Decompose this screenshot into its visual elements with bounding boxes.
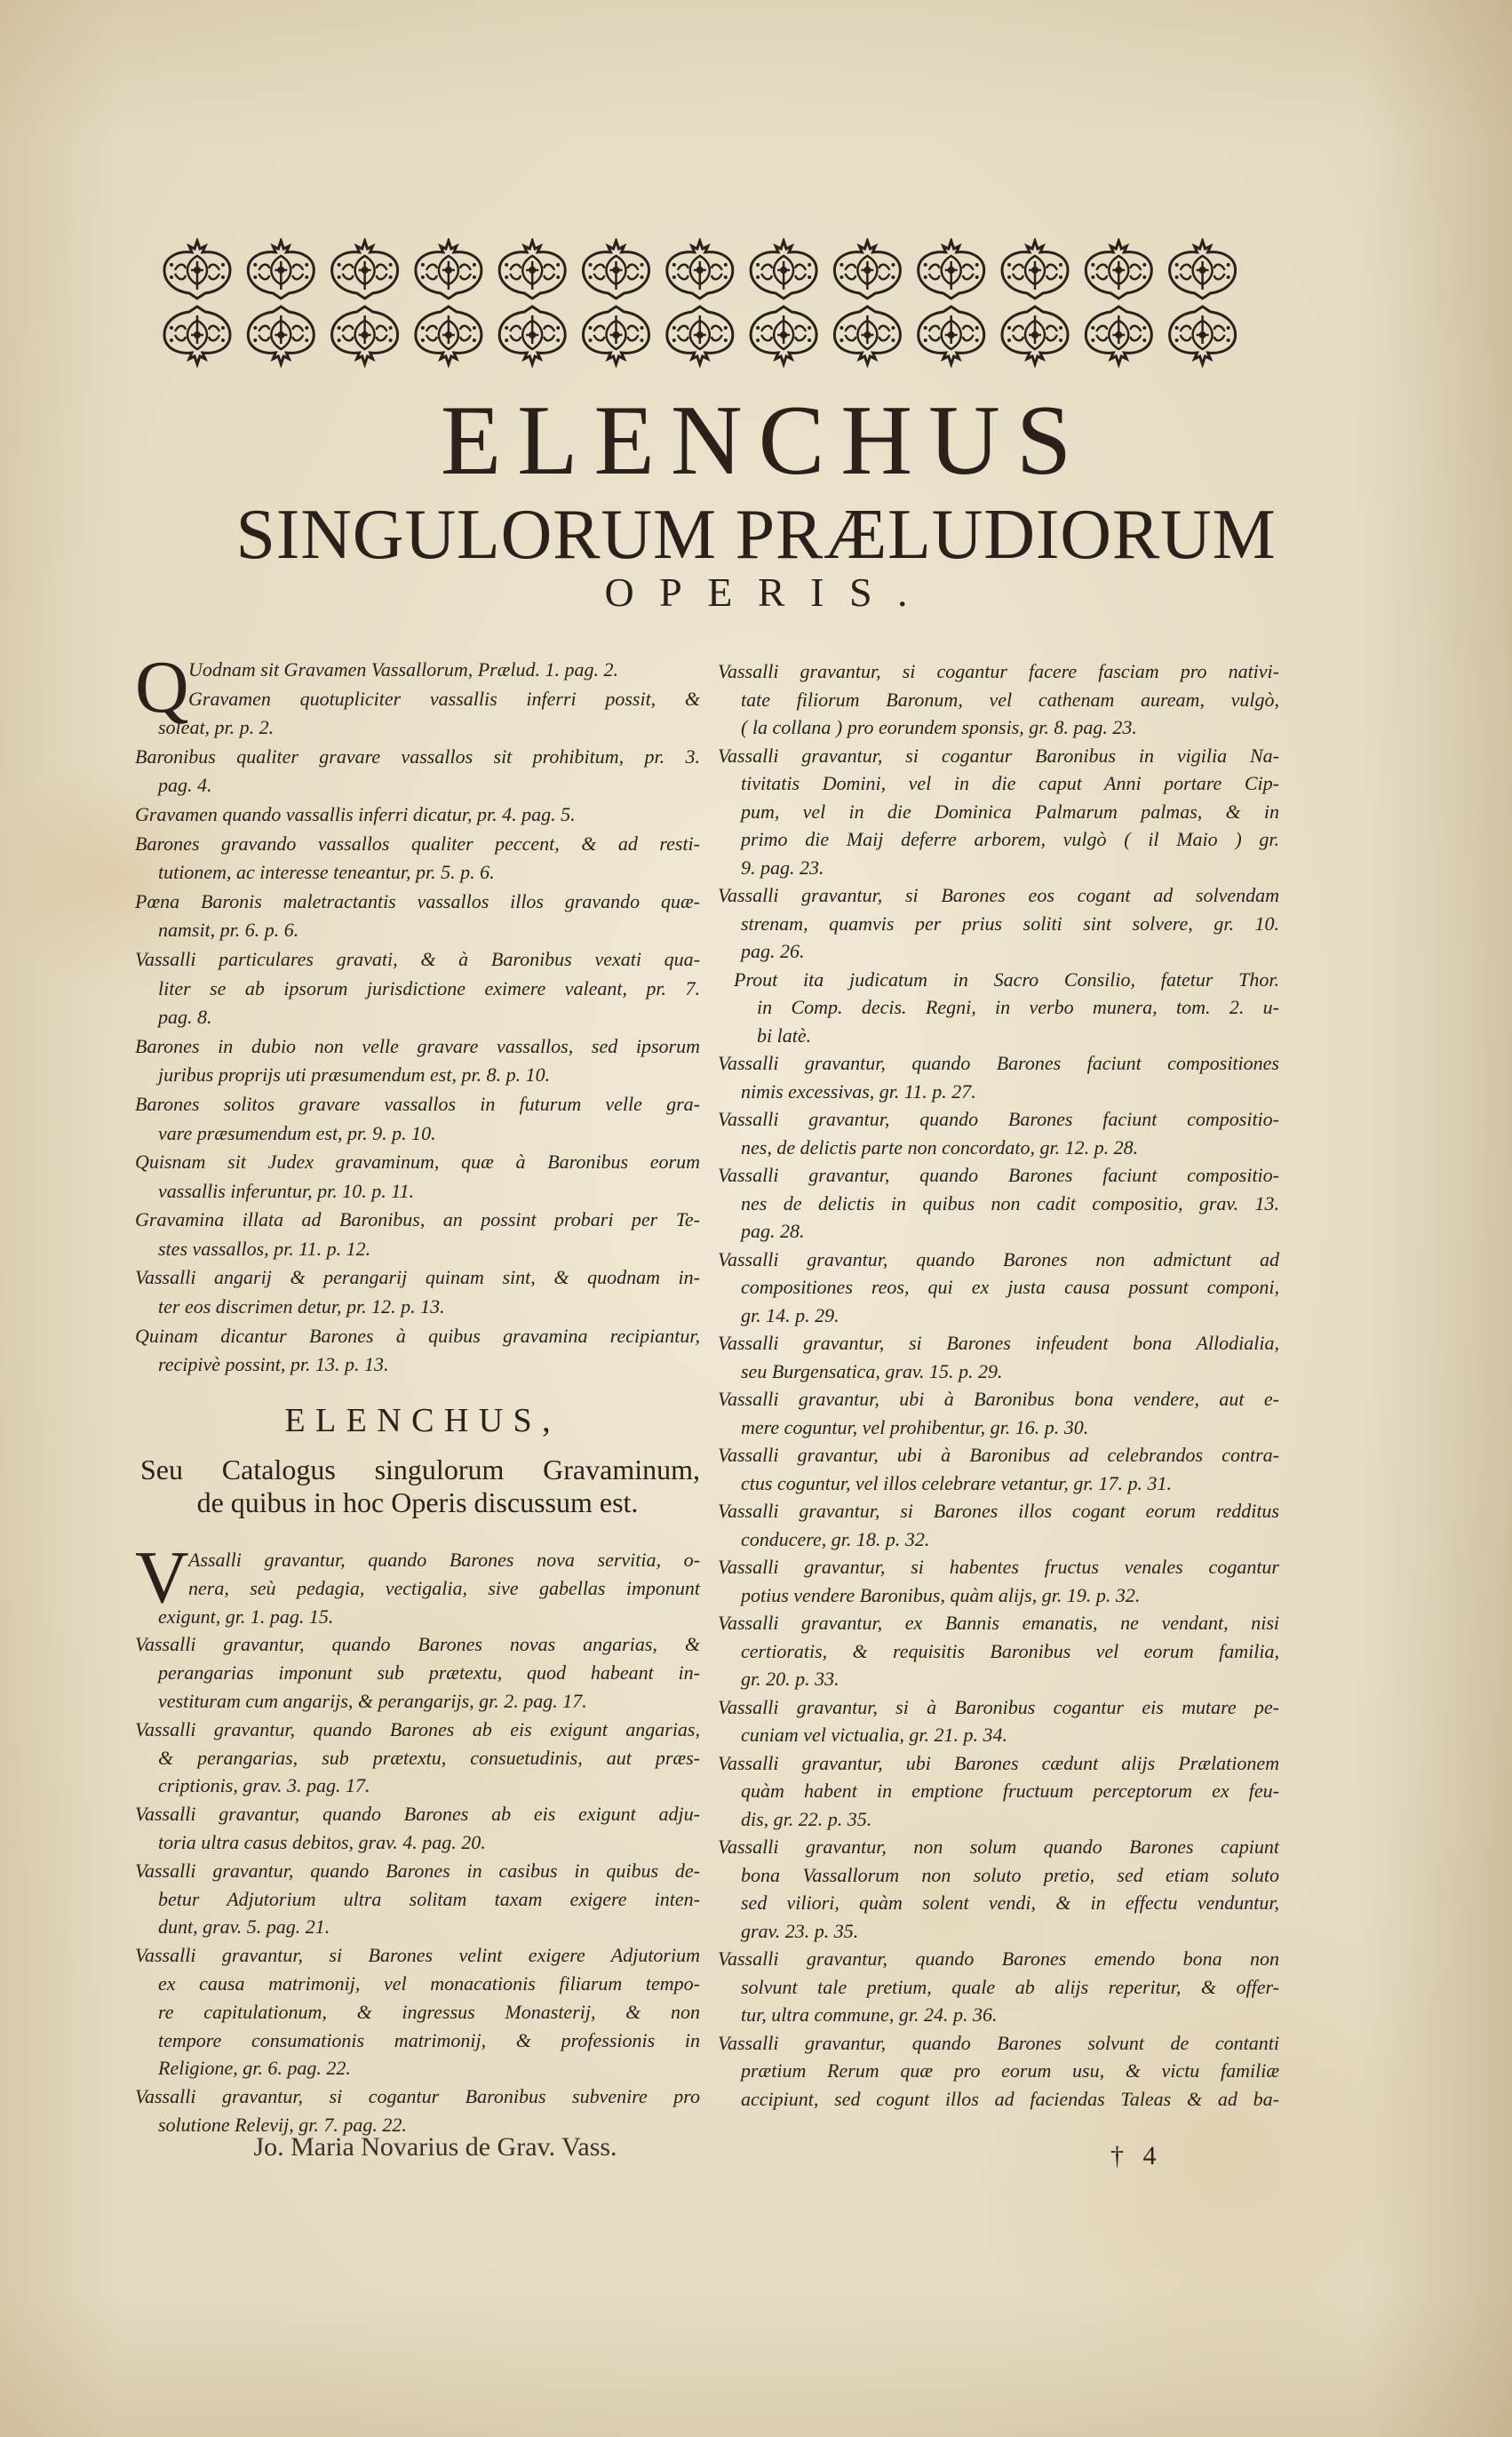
entry-line: seu Burgensatica, grav. 15. p. 29. — [741, 1359, 1003, 1382]
index-entry — [718, 1441, 1279, 1497]
entry-line: Barones solitos gravare vassallos in futurum velle gra- — [135, 1092, 700, 1115]
entry-line: Assalli gravantur, quando Barones nova servitia, o- — [188, 1549, 700, 1571]
entry-line: cuniam vel victualia, gr. 21. p. 34. — [741, 1724, 1008, 1746]
entry-line: nes de delictis in quibus non cadit compositio, grav. 13. — [741, 1191, 1279, 1215]
entry-line: Vassalli gravantur, si Barones eos cogant ad solvendam — [718, 884, 1279, 906]
index-entry — [135, 945, 700, 1032]
entry-line: perangarias imponunt sub prætextu, quod habeant in- — [158, 1661, 700, 1684]
entry-line: Gravamen quando vassallis inferri dicatur, pr. 4. pag. 5. — [135, 802, 576, 825]
ornament-unit — [751, 241, 816, 299]
index-entry — [718, 1049, 1279, 1105]
entry-line: gr. 14. p. 29. — [741, 1303, 840, 1326]
ornament-unit — [1086, 241, 1151, 299]
entry-line: tempore consumationis matrimonij, & professionis in — [158, 2028, 700, 2051]
index-entry — [135, 1206, 700, 1263]
entry-line: Vassalli gravantur, non solum quando Barones capiunt — [718, 1836, 1279, 1858]
entry-line: vestituram cum angarijs, & perangarijs, gr. 2. pag. 17. — [158, 1689, 587, 1712]
ornament-unit — [667, 241, 733, 299]
index-entry — [718, 1945, 1279, 2029]
ornament-unit — [164, 307, 230, 364]
drop-cap-initial: Q — [135, 646, 189, 729]
entry-line: Vassalli gravantur, quando Barones solvunt de contanti — [718, 2031, 1279, 2054]
entry-line: 9. pag. 23. — [741, 856, 824, 879]
index-entry — [718, 1246, 1279, 1330]
index-entry — [718, 2029, 1279, 2114]
ornament-unit — [416, 307, 481, 364]
index-entry — [718, 1329, 1279, 1385]
page-subtitle-operis: OPERIS. — [604, 569, 934, 615]
entry-line: gr. 20. p. 33. — [741, 1668, 840, 1690]
entry-line: pag. 26. — [741, 940, 805, 962]
ornament-unit — [919, 241, 984, 299]
entry-line: Gravamina illata ad Baronibus, an possint probari per Te- — [135, 1208, 700, 1231]
index-entry — [135, 1941, 700, 2083]
entry-line: bi latè. — [757, 1023, 812, 1047]
entry-line: Vassalli gravantur, quando Barones novas angarias, & — [135, 1633, 700, 1656]
index-entry — [718, 1609, 1279, 1693]
entry-line: primo die Maij deferre arborem, vulgò ( il Maio ) gr. — [741, 828, 1279, 850]
headpiece-ornament — [155, 238, 1246, 368]
entry-line: tivitatis Domini, vel in die caput Anni portare Cip- — [741, 772, 1279, 794]
entry-line: solvunt tale pretium, quale ab alijs reperitur, & offer- — [741, 1975, 1279, 1998]
index-entry — [135, 1630, 700, 1715]
entry-line: Vassalli particulares gravati, & à Baronibus vexati qua- — [135, 947, 700, 970]
entry-line: Vassalli gravantur, si Barones velint exigere Adjutorium — [135, 1944, 700, 1967]
entry-line: tutionem, ac interesse teneantur, pr. 5. p. 6. — [158, 861, 495, 884]
entry-line: Barones gravando vassallos qualiter peccent, & ad resti- — [135, 832, 700, 855]
index-entry — [718, 1693, 1279, 1749]
entry-line: Prout ita judicatum in Sacro Consilio, fatetur Thor. — [734, 968, 1279, 991]
preludia-index-list — [135, 646, 700, 1380]
index-entry — [135, 743, 700, 800]
entry-line: Vassalli gravantur, si cogantur Baronibus subvenire pro — [135, 2085, 700, 2108]
index-entry — [718, 1553, 1279, 1609]
entry-line: Vassalli gravantur, quando Barones faciunt compositio- — [718, 1164, 1279, 1186]
ornament-unit — [499, 307, 565, 364]
entry-line: nes, de delictis parte non concordato, gr. 12. p. 28. — [741, 1135, 1139, 1159]
entry-line: dunt, grav. 5. pag. 21. — [158, 1915, 330, 1939]
ornament-unit — [499, 241, 565, 299]
index-entry — [718, 1497, 1279, 1553]
entry-line: Religione, gr. 6. pag. 22. — [158, 2057, 351, 2080]
entry-line: Vassalli gravantur, ubi Barones cædunt alijs Prælationem — [718, 1751, 1279, 1774]
index-entry — [135, 685, 700, 743]
index-entry — [135, 1148, 700, 1206]
entry-line: criptionis, grav. 3. pag. 17. — [158, 1774, 370, 1797]
running-foot: Jo. Maria Novarius de Grav. Vass. — [253, 2132, 617, 2162]
catalogue-heading: ELENCHUS, — [284, 1402, 561, 1439]
index-entry — [718, 657, 1279, 742]
entry-line: Quisnam sit Judex gravaminum, quæ à Baronibus eorum — [135, 1151, 700, 1174]
entry-line: tate filiorum Baronum, vel cathenam auream, vulgò, — [741, 688, 1279, 711]
entry-line: Vassalli gravantur, si Barones infeudent bona Allodialia, — [718, 1332, 1279, 1354]
entry-line: dis, gr. 22. p. 35. — [741, 1807, 872, 1830]
entry-line: quàm habent in emptione fructuum perceptorum ex feu- — [741, 1780, 1279, 1802]
entry-line: Vassalli gravantur, quando Barones ab eis exigunt angarias, — [135, 1717, 700, 1740]
entry-line: nera, seù pedagia, vectigalia, sive gabellas imponunt — [188, 1576, 700, 1599]
entry-line: Vassalli gravantur, quando Barones in casibus in quibus de- — [135, 1859, 700, 1882]
ornament-unit — [584, 307, 649, 364]
ornament-unit — [1002, 241, 1068, 299]
entry-line: Vassalli gravantur, quando Barones ab eis exigunt adju- — [135, 1803, 700, 1826]
entry-line: conducere, gr. 18. p. 32. — [741, 1527, 930, 1550]
entry-line: soleat, pr. p. 2. — [158, 716, 275, 739]
entry-line: certioratis, & requisitis Baronibus vel eorum familia, — [741, 1639, 1279, 1662]
entry-line: exigunt, gr. 1. pag. 15. — [158, 1605, 334, 1628]
ornament-unit — [248, 241, 314, 299]
entry-line: sed viliori, quàm solent vendi, & in effectu venduntur, — [741, 1891, 1279, 1914]
index-entry — [718, 1385, 1279, 1441]
ornament-unit — [332, 241, 398, 299]
entry-line: toria ultra casus debitos, grav. 4. pag. 20. — [158, 1830, 486, 1853]
entry-line: compositiones reos, qui ex justa causa possunt componi, — [741, 1276, 1279, 1298]
index-entry — [135, 1857, 700, 1941]
entry-line: bona Vassallorum non soluto pretio, sed etiam soluto — [741, 1863, 1279, 1886]
entry-line: Quinam dicantur Barones à quibus gravamina recipiantur, — [135, 1324, 700, 1347]
entry-line: in Comp. decis. Regni, in verbo munera, tom. 2. u- — [757, 996, 1279, 1018]
entry-line: ter eos discrimen detur, pr. 12. p. 13. — [158, 1295, 445, 1318]
entry-line: strenam, quamvis per prius soliti sint solvere, gr. 10. — [741, 912, 1279, 935]
ornament-unit — [1170, 241, 1236, 299]
entry-line: stes vassallos, pr. 11. p. 12. — [158, 1237, 371, 1260]
entry-line: Vassalli gravantur, ex Bannis emanatis, ne vendant, nisi — [718, 1612, 1279, 1634]
entry-line: Vassalli gravantur, si habentes fructus venales cogantur — [718, 1556, 1279, 1578]
ornament-unit — [1086, 307, 1151, 364]
ornament-unit — [667, 307, 733, 364]
index-note — [718, 966, 1279, 1050]
entry-line: ( la collana ) pro eorundem sponsis, gr. 8. pag. 23. — [741, 716, 1137, 738]
entry-line: juribus proprijs uti præsumendum est, pr. 8. p. 10. — [158, 1063, 551, 1087]
index-entry — [135, 800, 700, 830]
index-entry — [718, 1161, 1279, 1246]
entry-line: pag. 28. — [741, 1220, 805, 1242]
ornament-unit — [919, 307, 984, 364]
ornament-unit — [1002, 307, 1068, 364]
entry-line: ctus coguntur, vel illos celebrare vetantur, gr. 17. p. 31. — [741, 1471, 1172, 1494]
index-entry — [135, 830, 700, 888]
entry-line: liter se ab ipsorum jurisdictione eximere valeant, pr. 7. — [158, 976, 700, 999]
index-entry — [135, 1322, 700, 1380]
entry-line: Vassalli gravantur, si cogantur facere fasciam pro nativi- — [718, 660, 1279, 682]
index-entry — [135, 2083, 700, 2139]
entry-line: nimis excessivas, gr. 11. p. 27. — [741, 1079, 976, 1103]
index-entry — [718, 881, 1279, 966]
entry-line: Vassalli angarij & perangarij quinam sint, & quodnam in- — [135, 1266, 700, 1289]
entry-line: Vassalli gravantur, si Barones illos cogant eorum redditus — [718, 1500, 1279, 1522]
gravamina-index-list-right — [718, 657, 1279, 2113]
index-entry — [135, 1536, 700, 1630]
entry-line: pag. 4. — [158, 774, 212, 797]
ornament-unit — [416, 241, 481, 299]
index-entry — [718, 1105, 1279, 1161]
index-entry — [135, 1263, 700, 1321]
entry-line: Vassalli gravantur, ubi à Baronibus ad celebrandos contra- — [718, 1444, 1279, 1466]
entry-line: Vassalli gravantur, si cogantur Baronibus in vigilia Na- — [718, 744, 1279, 767]
gravamina-index-list-left — [135, 1536, 700, 2139]
entry-line: potius vendere Baronibus, quàm alijs, gr. 19. p. 32. — [741, 1583, 1141, 1606]
entry-line: namsit, pr. 6. p. 6. — [158, 919, 299, 942]
entry-line: pum, vel in die Dominica Palmarum palmas, & in — [741, 800, 1279, 823]
index-entry — [135, 1716, 700, 1800]
index-entry — [135, 888, 700, 945]
catalogue-subheading-line: Seu Catalogus singulorum Gravaminum, — [140, 1453, 700, 1485]
signature-mark: † 4 — [1110, 2141, 1157, 2170]
entry-line: Vassalli gravantur, quando Barones non admictunt ad — [718, 1247, 1279, 1270]
index-entry — [718, 1833, 1279, 1945]
entry-line: tur, ultra commune, gr. 24. p. 36. — [741, 2003, 998, 2026]
page-subtitle: SINGULORUM PRÆLUDIORUM — [235, 496, 1277, 574]
ornament-unit — [751, 307, 816, 364]
entry-line: Pœna Baronis maletractantis vassallos illos gravando quæ- — [135, 889, 700, 912]
drop-cap-initial: V — [135, 1536, 189, 1619]
entry-line: prætium Rerum quæ pro eorum usu, & victu familiæ — [741, 2059, 1279, 2082]
index-entry — [135, 1800, 700, 1857]
entry-line: Baronibus qualiter gravare vassallos sit prohibitum, pr. 3. — [135, 745, 700, 768]
ornament-unit — [164, 241, 230, 299]
entry-line: Uodnam sit Gravamen Vassallorum, Prælud. 1. pag. 2. — [188, 658, 619, 681]
ornament-unit — [834, 307, 900, 364]
entry-line: Vassalli gravantur, ubi à Baronibus bona vendere, aut e- — [718, 1388, 1279, 1410]
ornament-unit — [332, 307, 398, 364]
index-entry — [135, 1032, 700, 1090]
ornament-unit — [1170, 307, 1236, 364]
entry-line: re capitulationum, & ingressus Monasterij, & non — [158, 2000, 700, 2023]
entry-line: & perangarias, sub prætextu, consuetudinis, aut præs- — [158, 1746, 700, 1769]
entry-line: grav. 23. p. 35. — [741, 1919, 859, 1942]
entry-line: pag. 8. — [158, 1006, 212, 1029]
entry-line: solutione Relevij, gr. 7. pag. 22. — [158, 2113, 407, 2136]
entry-line: Gravamen quotupliciter vassallis inferri possit, & — [188, 687, 700, 710]
entry-line: Vassalli gravantur, si à Baronibus cogantur eis mutare pe- — [718, 1695, 1279, 1718]
ornament-unit — [584, 241, 649, 299]
entry-line: Vassalli gravantur, quando Barones faciunt compositiones — [718, 1052, 1279, 1074]
page-title: ELENCHUS — [440, 386, 1088, 496]
index-entry — [718, 742, 1279, 882]
entry-line: Vassalli gravantur, quando Barones faciunt compositio- — [718, 1108, 1279, 1130]
index-entry — [718, 1749, 1279, 1834]
catalogue-subheading-line: de quibus in hoc Operis discussum est. — [196, 1486, 639, 1518]
entry-line: accipiunt, sed cogunt illos ad faciendas Taleas & ad ba- — [741, 2087, 1279, 2110]
entry-line: mere coguntur, vel prohibentur, gr. 16. p. 30. — [741, 1415, 1089, 1438]
entry-line: Vassalli gravantur, quando Barones emendo bona non — [718, 1947, 1279, 1970]
entry-line: ex causa matrimonij, vel monacationis filiarum tempo- — [158, 1971, 700, 1995]
entry-line: betur Adjutorium ultra solitam taxam exigere inten- — [158, 1887, 700, 1910]
entry-line: Barones in dubio non velle gravare vassallos, sed ipsorum — [135, 1034, 700, 1057]
index-entry — [135, 1090, 700, 1148]
entry-line: vare præsumendum est, pr. 9. p. 10. — [158, 1121, 436, 1144]
ornament-unit — [248, 307, 314, 364]
entry-line: vassallis inferuntur, pr. 10. p. 11. — [158, 1179, 415, 1202]
catalogue-subheading — [135, 1453, 700, 1519]
ornament-unit — [834, 241, 900, 299]
entry-line: recipivè possint, pr. 13. p. 13. — [158, 1353, 389, 1376]
